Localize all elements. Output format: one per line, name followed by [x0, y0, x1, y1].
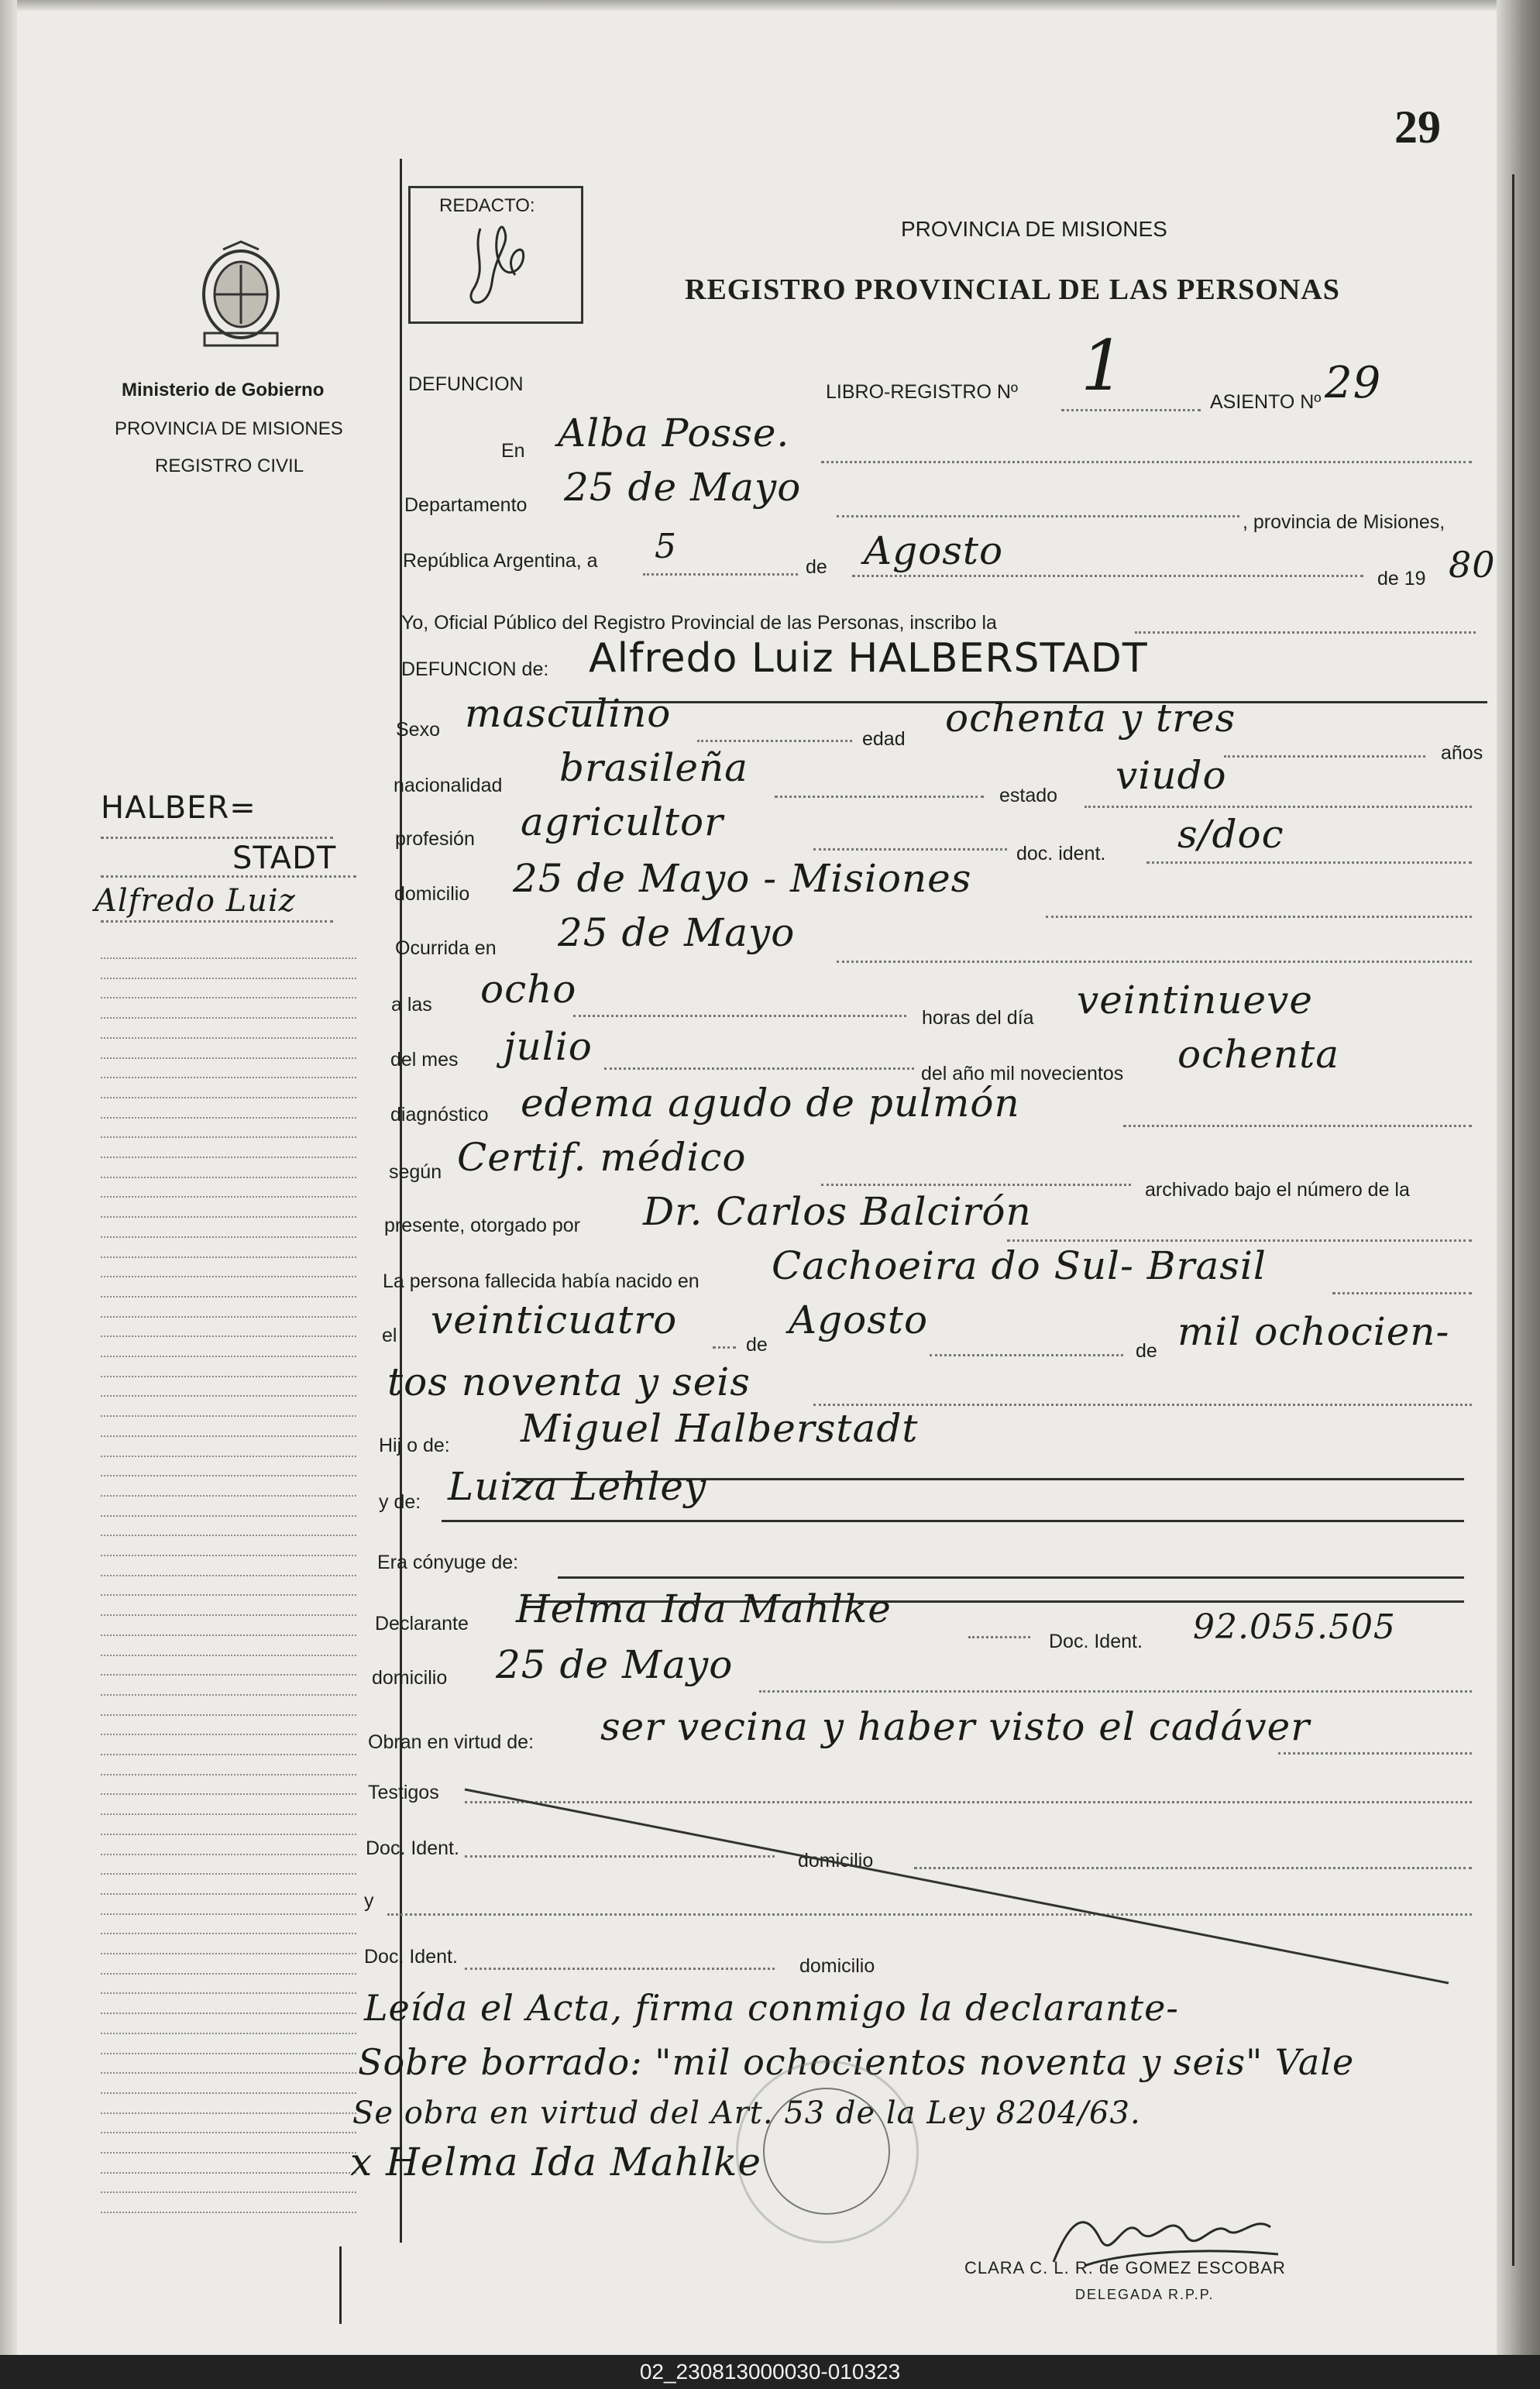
- margin-ruled-line: [101, 2013, 356, 2014]
- profesion-value: agricultor: [521, 799, 724, 844]
- doc-ident-label: Doc. Ident.: [1049, 1631, 1143, 1652]
- margin-ruled-line: [101, 1117, 356, 1119]
- dotted-line: [837, 961, 1472, 963]
- departamento-label: Departamento: [404, 494, 528, 516]
- margin-ruled-line: [101, 1953, 356, 1954]
- closing-line-3: Se obra en virtud del Art. 53 de la Ley 8204/63.: [352, 2095, 1141, 2131]
- a-las-value: ocho: [480, 967, 577, 1012]
- margin-ruled-line: [101, 1575, 356, 1576]
- margin-ruled-line: [101, 1097, 356, 1098]
- asiento-value: 29: [1325, 358, 1382, 408]
- margin-rule: [101, 875, 356, 878]
- redacto-label: REDACTO:: [439, 195, 535, 216]
- margin-ruled-line: [101, 2191, 356, 2193]
- domicilio4-label: domicilio: [799, 1955, 875, 1977]
- margin-note-line2: STADT: [232, 840, 337, 876]
- margin-ruled-line: [101, 1793, 356, 1795]
- conyuge-label: Era cónyuge de:: [377, 1552, 519, 1573]
- margin-ruled-line: [101, 1834, 356, 1835]
- redacto-initials-signature: [457, 221, 542, 314]
- de3-label: de: [1136, 1340, 1157, 1362]
- margin-ruled-line: [101, 1335, 356, 1337]
- presente-label: presente, otorgado por: [384, 1215, 580, 1236]
- margin-ruled-line: [101, 1973, 356, 1975]
- margin-ruled-line: [101, 1196, 356, 1198]
- year-value: 80: [1449, 544, 1496, 586]
- sexo-label: Sexo: [396, 719, 440, 741]
- margin-ruled-line: [101, 1057, 356, 1059]
- republica-label: República Argentina, a: [403, 550, 598, 572]
- de-label: de: [806, 556, 827, 578]
- domicilio3-label: domicilio: [798, 1850, 874, 1872]
- libro-label: LIBRO-REGISTRO Nº: [826, 381, 1019, 403]
- mes-value: julio: [504, 1024, 593, 1069]
- dotted-line: [697, 740, 852, 742]
- margin-ruled-line: [101, 1515, 356, 1517]
- dotted-line: [821, 1184, 1131, 1186]
- deceased-name-value: Alfredo Luiz HALBERSTADT: [589, 635, 1148, 682]
- officer-text: Yo, Oficial Público del Registro Provincial de las Personas, inscribo la: [401, 612, 997, 634]
- horas-label: horas del día: [922, 1007, 1034, 1029]
- declarante-label: Declarante: [375, 1613, 469, 1634]
- left-column-rule: [400, 159, 402, 2243]
- margin-ruled-line: [101, 1495, 356, 1497]
- margin-ruled-line: [101, 2132, 356, 2133]
- yde-label: y de:: [379, 1491, 421, 1513]
- segun-value: Certif. médico: [457, 1135, 747, 1180]
- margin-ruled-line: [101, 1376, 356, 1377]
- archivado-label: archivado bajo el número de la: [1145, 1179, 1410, 1201]
- ocurrida-label: Ocurrida en: [395, 937, 497, 959]
- conyuge-underline: [558, 1576, 1464, 1579]
- margin-ruled-line: [101, 1475, 356, 1476]
- margin-ruled-line: [101, 1754, 356, 1755]
- margin-ruled-line: [101, 1655, 356, 1656]
- dotted-line: [1224, 755, 1425, 758]
- dotted-line: [1332, 1292, 1472, 1294]
- ministry-label: Ministerio de Gobierno: [122, 380, 325, 400]
- margin-ruled-line: [101, 1774, 356, 1775]
- profesion-label: profesión: [395, 828, 475, 850]
- doc-ident1-label: Doc. Ident.: [366, 1837, 459, 1859]
- right-margin-rule: [1512, 174, 1514, 2266]
- birth-year-value-2: tos noventa y seis: [387, 1359, 751, 1404]
- dotted-line: [759, 1690, 1472, 1693]
- margin-note-line1: HALBER=: [101, 790, 256, 826]
- dotted-line: [837, 515, 1239, 517]
- margin-ruled-line: [101, 1077, 356, 1078]
- nacido-label: La persona fallecida había nacido en: [383, 1270, 700, 1292]
- obran-value: ser vecina y haber visto el cadáver: [600, 1704, 1311, 1749]
- margin-ruled-line: [101, 1415, 356, 1417]
- nacionalidad-label: nacionalidad: [394, 775, 503, 796]
- closing-line-2: Sobre borrado: "mil ochocientos noventa y seis" Vale: [358, 2041, 1355, 2083]
- dotted-line: [852, 575, 1363, 577]
- margin-ruled-line: [101, 2092, 356, 2094]
- de19-label: de 19: [1377, 568, 1426, 590]
- margin-ruled-line: [101, 957, 356, 959]
- margin-ruled-line: [101, 1435, 356, 1437]
- nacionalidad-value: brasileña: [559, 745, 748, 790]
- estado-label: estado: [999, 785, 1058, 806]
- mother-value: Luiza Lehley: [448, 1464, 707, 1509]
- margin-ruled-line: [101, 1614, 356, 1616]
- estado-value: viudo: [1115, 753, 1227, 798]
- margin-ruled-line: [101, 1017, 356, 1019]
- margin-ruled-line: [101, 1316, 356, 1318]
- departamento-value: 25 de Mayo: [564, 465, 802, 510]
- registry-heading: REGISTRO PROVINCIAL DE LAS PERSONAS: [685, 273, 1340, 306]
- page-number: 29: [1394, 101, 1441, 153]
- official-stamp-inner: [763, 2088, 890, 2215]
- hijo-label: Hij o de:: [379, 1435, 450, 1456]
- dotted-line: [1278, 1752, 1472, 1755]
- margin-ruled-line: [101, 1734, 356, 1735]
- domicilio2-value: 25 de Mayo: [496, 1642, 734, 1687]
- doc-label: doc. ident.: [1016, 843, 1106, 865]
- dotted-line: [930, 1354, 1123, 1356]
- margin-ruled-line: [101, 2112, 356, 2114]
- domicilio-label: domicilio: [394, 883, 470, 905]
- margin-ruled-line: [101, 978, 356, 979]
- dotted-line: [1135, 631, 1476, 634]
- presente-value: Dr. Carlos Balcirón: [643, 1189, 1032, 1234]
- margin-ruled-line: [101, 1395, 356, 1397]
- margin-ruled-line: [101, 2033, 356, 2034]
- provincia-suffix: , provincia de Misiones,: [1243, 511, 1445, 533]
- margin-ruled-line: [101, 1813, 356, 1815]
- y-label: y: [364, 1890, 374, 1912]
- page-top-edge: [0, 0, 1540, 11]
- margin-ruled-line: [101, 1873, 356, 1875]
- en-label: En: [501, 440, 525, 462]
- dotted-line: [643, 573, 798, 576]
- dia-value: veintinueve: [1077, 978, 1313, 1023]
- closing-line-1: Leída el Acta, firma conmigo la declarante-: [364, 1987, 1179, 2029]
- coat-of-arms-icon: [192, 240, 290, 355]
- margin-ruled-line: [101, 1893, 356, 1895]
- mother-underline: [442, 1520, 1464, 1522]
- en-value: Alba Posse.: [558, 411, 790, 455]
- left-column-rule-lower: [339, 2246, 342, 2324]
- margin-ruled-line: [101, 1634, 356, 1636]
- segun-label: según: [389, 1161, 442, 1183]
- margin-ruled-line: [101, 1933, 356, 1934]
- registry-label: REGISTRO CIVIL: [155, 455, 304, 476]
- testigos-label: Testigos: [368, 1782, 439, 1803]
- margin-ruled-line: [101, 1157, 356, 1158]
- domicilio2-label: domicilio: [372, 1667, 448, 1689]
- domicilio-value: 25 de Mayo - Misiones: [513, 856, 972, 901]
- margin-ruled-line: [101, 1136, 356, 1138]
- diagnostico-label: diagnóstico: [390, 1104, 489, 1126]
- doc-value: s/doc: [1177, 812, 1284, 857]
- dotted-line: [573, 1015, 906, 1017]
- mes-label: del mes: [390, 1049, 459, 1071]
- dotted-line: [604, 1067, 914, 1070]
- margin-ruled-line: [101, 1913, 356, 1915]
- margin-ruled-line: [101, 2053, 356, 2054]
- dotted-line: [775, 796, 984, 798]
- day-value: 5: [655, 527, 677, 566]
- margin-ruled-line: [101, 1555, 356, 1556]
- margin-ruled-line: [101, 1535, 356, 1536]
- margin-ruled-line: [101, 1236, 356, 1238]
- margin-ruled-line: [101, 1594, 356, 1596]
- margin-note-line3: Alfredo Luiz: [95, 883, 296, 919]
- a-las-label: a las: [391, 994, 432, 1016]
- father-value: Miguel Halberstadt: [521, 1406, 919, 1451]
- margin-ruled-line: [101, 1456, 356, 1457]
- el-value: veinticuatro: [431, 1298, 678, 1342]
- defuncion-de-label: DEFUNCION de:: [401, 658, 549, 680]
- obran-label: Obran en virtud de:: [368, 1731, 535, 1753]
- sexo-value: masculino: [465, 691, 672, 736]
- de2-label: de: [746, 1334, 768, 1356]
- dotted-line: [1123, 1125, 1472, 1127]
- margin-ruled-line: [101, 1177, 356, 1178]
- margin-ruled-line: [101, 1992, 356, 1994]
- official-title: DELEGADA R.P.P.: [1075, 2287, 1215, 2302]
- dotted-line: [821, 461, 1472, 463]
- diagnostico-value: edema agudo de pulmón: [521, 1081, 1020, 1126]
- anos-label: años: [1441, 742, 1483, 764]
- book-right-edge: [1497, 0, 1540, 2355]
- birth-month-value: Agosto: [789, 1298, 929, 1342]
- dotted-line: [1061, 409, 1201, 411]
- margin-ruled-line: [101, 1216, 356, 1218]
- province-heading: PROVINCIA DE MISIONES: [901, 217, 1167, 241]
- book-spine: [0, 0, 17, 2355]
- dotted-line: [813, 848, 1007, 851]
- margin-ruled-line: [101, 1276, 356, 1277]
- image-caption: 02_230813000030-010323: [0, 2355, 1540, 2389]
- margin-ruled-line: [101, 1694, 356, 1696]
- dotted-line: [1046, 916, 1472, 918]
- dotted-line: [713, 1346, 736, 1349]
- ocurrida-value: 25 de Mayo: [558, 910, 796, 955]
- margin-ruled-line: [101, 2172, 356, 2174]
- margin-ruled-line: [101, 1037, 356, 1039]
- dotted-line: [1085, 806, 1472, 808]
- margin-ruled-line: [101, 2072, 356, 2074]
- void-slash: [457, 1782, 1456, 1991]
- asiento-label: ASIENTO Nº: [1210, 391, 1322, 413]
- margin-ruled-line: [101, 1356, 356, 1357]
- margin-rule: [101, 837, 333, 839]
- province-label: PROVINCIA DE MISIONES: [115, 418, 343, 439]
- defuncion-title: DEFUNCION: [408, 373, 524, 395]
- dotted-line: [1007, 1239, 1472, 1242]
- margin-rule: [101, 920, 333, 923]
- doc-ident2-label: Doc. Ident.: [364, 1946, 458, 1968]
- edad-label: edad: [862, 728, 906, 750]
- declarante-value: Helma Ida Mahlke: [516, 1586, 892, 1631]
- official-name: CLARA C. L. R. de GOMEZ ESCOBAR: [964, 2258, 1286, 2277]
- dotted-line: [968, 1636, 1030, 1638]
- margin-ruled-line: [101, 1256, 356, 1258]
- month-value: Agosto: [864, 528, 1004, 573]
- doc-ident-value: 92.055.505: [1193, 1607, 1396, 1647]
- dotted-line: [1146, 861, 1472, 864]
- margin-ruled-line: [101, 1296, 356, 1298]
- nacido-value: Cachoeira do Sul- Brasil: [772, 1243, 1267, 1288]
- margin-ruled-line: [101, 997, 356, 999]
- margin-ruled-line: [101, 1674, 356, 1676]
- libro-value: 1: [1081, 325, 1126, 407]
- margin-ruled-line: [101, 2152, 356, 2154]
- ano-label: del año mil novecientos: [921, 1063, 1124, 1085]
- closing-line-4: x Helma Ida Mahlke: [350, 2140, 761, 2184]
- margin-ruled-line: [101, 1714, 356, 1716]
- birth-year-value-1: mil ochocien-: [1177, 1309, 1450, 1354]
- edad-value: ochenta y tres: [945, 696, 1236, 741]
- margin-ruled-line: [101, 1854, 356, 1855]
- ano-value: ochenta: [1177, 1032, 1340, 1077]
- margin-ruled-line: [101, 2212, 356, 2213]
- el-label: el: [382, 1325, 397, 1346]
